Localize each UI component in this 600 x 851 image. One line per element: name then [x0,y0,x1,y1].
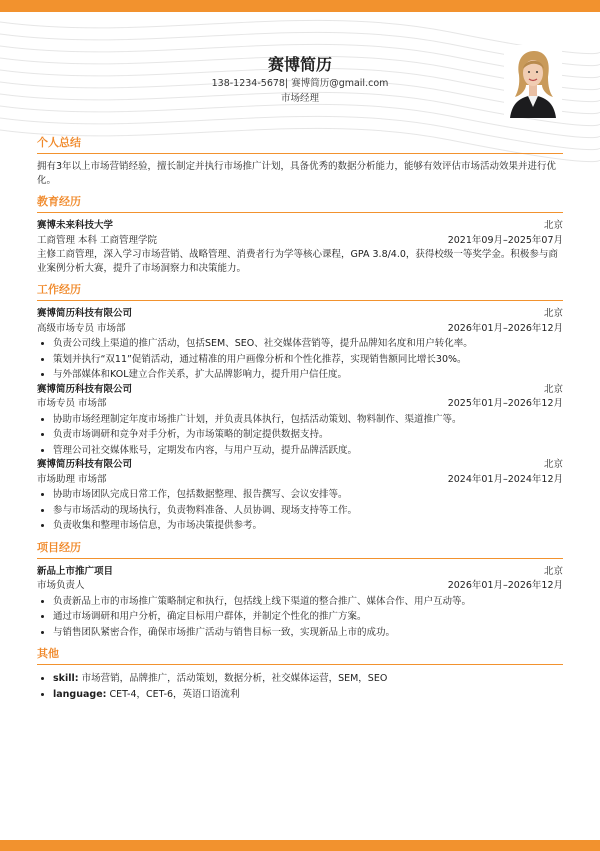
work-bullets [37,487,563,534]
work-role: 高级市场专员 市场部 [37,322,126,334]
bullet-item: • 与销售团队紧密合作，确保市场推广活动与销售目标一致，实现新品上市的成功。 [53,625,563,641]
school-location: 北京 [543,220,563,231]
work-dates: 2026年01月–2026年12月 [447,322,563,334]
project-role: 市场负责人 [37,580,85,591]
degree-text: 工商管理 本科 工商管理学院 [37,234,158,246]
company-name: 赛博简历科技有限公司 [37,383,133,395]
bullet-item: • 负责新品上市的市场推广策略制定和执行，包括线上线下渠道的整合推广、媒体合作、用户互动等。 [53,594,563,610]
language-label: language: [53,688,107,700]
work-title: 工作经历 [37,281,563,301]
bullet-item: • 参与市场活动的现场执行，负责物料准备、人员协调、现场支持等工作。 [53,503,563,519]
work-header-row [37,458,563,473]
project-header-row [37,565,563,580]
education-title: 教育经历 [37,193,563,213]
company-name: 赛博简历科技有限公司 [37,308,133,319]
work-location: 北京 [543,459,563,470]
company-name: 赛博简历科技有限公司 [37,459,133,470]
work-dates: 2025年01月–2026年12月 [447,398,563,409]
bullet-item: • 与外部媒体和KOL建立合作关系，扩大品牌影响力，提升用户信任度。 [53,367,563,383]
bottom-accent-bar [0,840,600,851]
work-section [37,281,563,534]
other-section [37,645,563,702]
skill-value: 市场营销，品牌推广，活动策划，数据分析，社交媒体运营，SEM，SEO [81,673,388,684]
projects-title: 项目经历 [37,539,563,559]
school-name: 赛博未来科技大学 [37,220,114,231]
language-item [53,687,563,703]
work-header-row [37,383,563,398]
bullet-item: • 负责公司线上渠道的推广活动，包括SEM、SEO、社交媒体营销等，提升品牌知名度和用户转化率。 [53,336,563,352]
bullet-item: • 负责市场调研和竞争对手分析，为市场策略的制定提供数据支持。 [53,427,563,443]
job-title: 市场经理 [280,93,319,104]
work-dates: 2024年01月–2024年12月 [447,473,563,485]
project-name: 新品上市推广项目 [37,565,114,577]
bullet-item: • 负责收集和整理市场信息，为市场决策提供参考。 [53,518,563,534]
email-text: 赛博简历@gmail.com [291,78,389,89]
bullet-item: • 策划并执行“双11”促销活动，通过精准的用户画像分析和个性化推荐，实现销售额同比增长30%。 [53,352,563,368]
work-entry [37,458,563,534]
work-bullets [37,412,563,459]
education-dates: 2021年09月–2025年07月 [447,234,563,246]
work-entry [37,383,563,459]
work-role: 市场助理 市场部 [37,473,107,485]
summary-title: 个人总结 [37,134,563,154]
project-location: 北京 [543,565,563,577]
bullet-item: • 管理公司社交媒体账号，定期发布内容，与用户互动，提升品牌活跃度。 [53,443,563,459]
summary-section [37,134,563,188]
resume-name: 赛博简历 [267,55,332,74]
skill-item [53,671,563,687]
other-title: 其他 [37,645,563,665]
profile-photo-illustration [504,45,562,118]
work-location: 北京 [543,308,563,319]
work-role-row [37,397,563,412]
bullet-item: • 通过市场调研和用户分析，确定目标用户群体，并制定个性化的推广方案。 [53,609,563,625]
language-value: CET-4，CET-6，英语口语流利 [109,688,240,700]
top-accent-bar [0,0,600,12]
education-degree-row [37,234,563,249]
phone-text: 138-1234-5678 [211,78,285,89]
education-section [37,193,563,276]
resume-body [37,134,563,707]
work-header-row [37,307,563,322]
work-role: 市场专员 市场部 [37,398,107,409]
education-header-row [37,219,563,234]
work-entry [37,307,563,383]
project-bullets [37,594,563,641]
work-role-row [37,473,563,488]
other-bullets [37,671,563,702]
bullet-item: • 协助市场经理制定年度市场推广计划，并负责具体执行，包括活动策划、物料制作、渠道推广等。 [53,412,563,428]
profile-photo [504,45,562,118]
work-role-row [37,322,563,337]
project-dates: 2026年01月–2026年12月 [447,580,563,591]
projects-section [37,539,563,641]
skill-label: skill: [53,673,79,684]
summary-text: 拥有3年以上市场营销经验，擅长制定并执行市场推广计划，具备优秀的数据分析能力，能够有效评估市场活动效果并进行优化。 [37,161,557,186]
education-detail: 主修工商管理，深入学习市场营销、战略管理、消费者行为学等核心课程，GPA 3.8/4.0，获得校级一等奖学金。积极参与商业案例分析大赛，提升了市场洞察力和决策能力。 [37,249,558,274]
work-bullets [37,336,563,383]
contact-separator: | [284,78,289,89]
project-role-row [37,579,563,594]
work-location: 北京 [543,383,563,395]
bullet-item: • 协助市场团队完成日常工作，包括数据整理、报告撰写、会议安排等。 [53,487,563,503]
